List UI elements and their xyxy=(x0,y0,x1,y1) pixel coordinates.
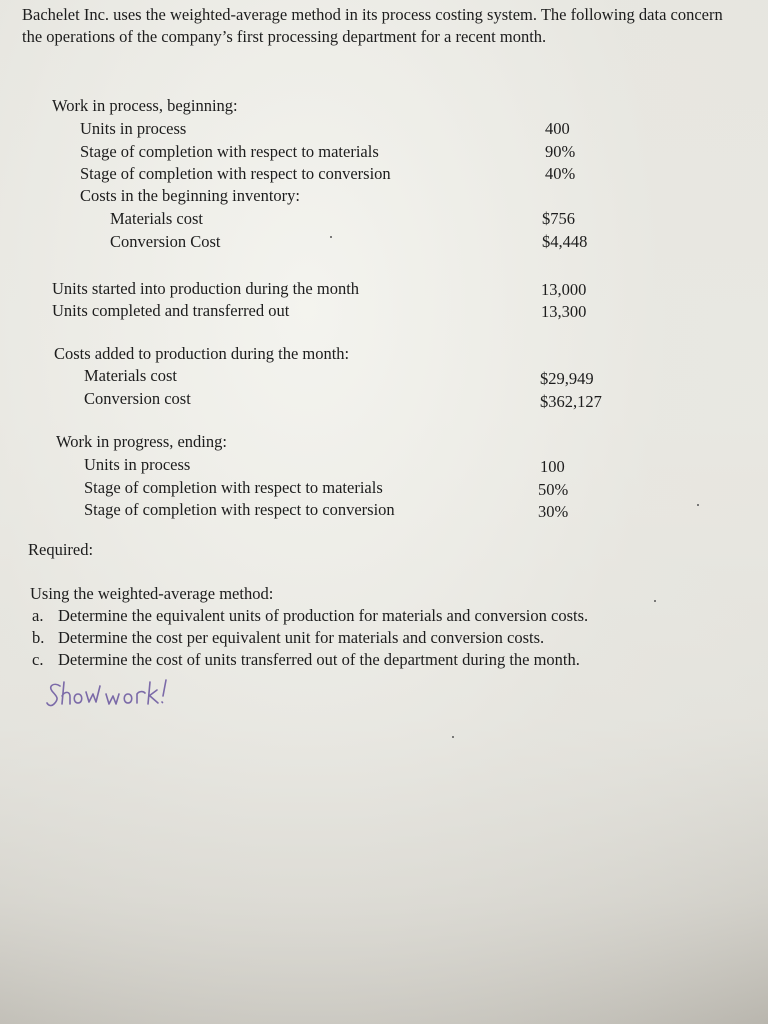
beginning-wip-heading: Work in process, beginning: xyxy=(52,96,238,115)
required-item-a-text: Determine the equivalent units of production for materials and conversion costs. xyxy=(58,606,589,625)
added-conversion-cost-label: Conversion cost xyxy=(84,389,191,408)
ending-units-value: 100 xyxy=(540,457,565,476)
beginning-units-value: 400 xyxy=(545,119,570,138)
beginning-materials-cost-value: $756 xyxy=(542,209,575,228)
required-item-c-letter: c. xyxy=(32,650,44,669)
beginning-conversion-completion-label: Stage of completion with respect to conversion xyxy=(80,164,391,183)
speck xyxy=(452,736,454,738)
speck xyxy=(330,236,332,238)
beginning-materials-cost-label: Materials cost xyxy=(110,209,204,228)
beginning-costs-heading: Costs in the beginning inventory: xyxy=(80,186,300,205)
handwritten-show-work xyxy=(46,672,226,716)
ending-materials-completion-value: 50% xyxy=(538,480,569,499)
beginning-conversion-completion-value: 40% xyxy=(545,164,576,183)
required-item-b-letter: b. xyxy=(32,628,45,647)
required-item-c-text: Determine the cost of units transferred out of the department during the month. xyxy=(58,650,580,669)
required-item-b-text: Determine the cost per equivalent unit for materials and conversion costs. xyxy=(58,628,545,647)
beginning-units-label: Units in process xyxy=(80,119,187,138)
speck xyxy=(654,600,656,602)
speck xyxy=(697,504,699,506)
units-completed-label: Units completed and transferred out xyxy=(52,301,290,320)
ending-materials-completion-label: Stage of completion with respect to materials xyxy=(84,478,383,497)
ending-wip-heading: Work in progress, ending: xyxy=(56,432,227,451)
method-line: Using the weighted-average method: xyxy=(30,584,274,603)
added-materials-cost-label: Materials cost xyxy=(84,366,178,385)
units-started-label: Units started into production during the month xyxy=(52,279,360,298)
problem-intro: Bachelet Inc. uses the weighted-average method in its process costing system. The following data concern the operations of the company’s first processing department for a recent month. xyxy=(22,5,723,46)
units-completed-value: 13,300 xyxy=(541,302,587,321)
units-started-value: 13,000 xyxy=(541,280,587,299)
ending-conversion-completion-label: Stage of completion with respect to conversion xyxy=(84,500,395,519)
required-item-a-letter: a. xyxy=(32,606,44,625)
ending-conversion-completion-value: 30% xyxy=(538,502,569,521)
beginning-conversion-cost-value: $4,448 xyxy=(542,232,588,251)
added-conversion-cost-value: $362,127 xyxy=(540,392,602,411)
ending-units-label: Units in process xyxy=(84,455,191,474)
beginning-conversion-cost-label: Conversion Cost xyxy=(110,232,221,251)
added-materials-cost-value: $29,949 xyxy=(540,369,594,388)
beginning-materials-completion-value: 90% xyxy=(545,142,576,161)
required-heading: Required: xyxy=(28,540,94,559)
beginning-materials-completion-label: Stage of completion with respect to materials xyxy=(80,142,379,161)
costs-added-heading: Costs added to production during the month: xyxy=(54,344,350,363)
